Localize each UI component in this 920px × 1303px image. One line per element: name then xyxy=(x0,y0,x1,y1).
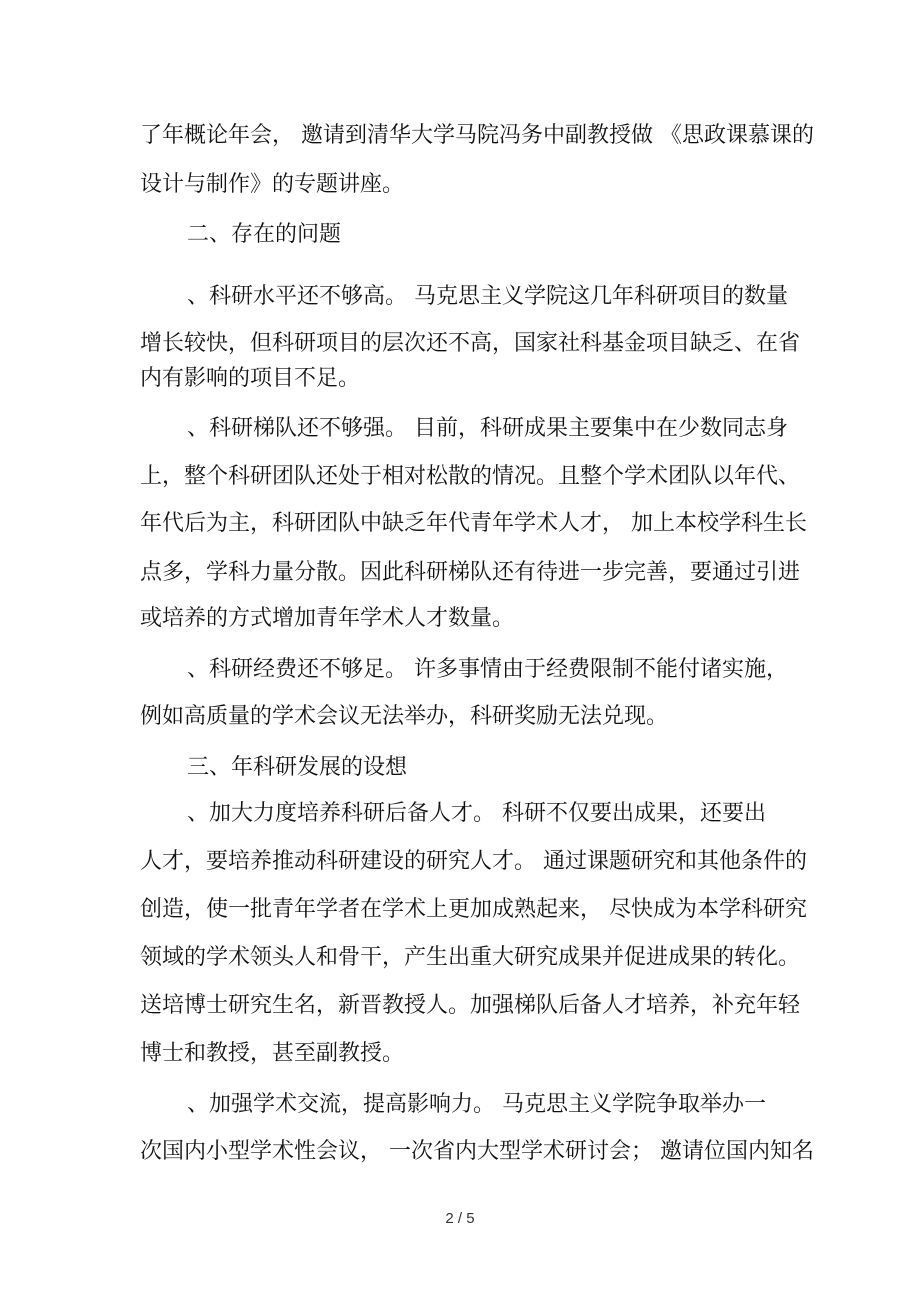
page-number: 2 / 5 xyxy=(445,1210,475,1227)
text-line: 例如高质量的学术会议无法举办，科研奖励无法兑现。 xyxy=(140,704,669,729)
text-line: 增长较快，但科研项目的层次还不高，国家社科基金项目缺乏、在省 xyxy=(140,331,801,356)
text-line: 点多，学科力量分散。因此科研梯队还有待进一步完善，要通过引进 xyxy=(140,560,801,585)
text-line: 博士和教授，甚至副教授。 xyxy=(140,1041,405,1066)
text-line: 人才，要培养推动科研建设的研究人才。 通过课题研究和其他条件的 xyxy=(140,849,807,874)
section-heading: 三、年科研发展的设想 xyxy=(187,755,408,780)
text-line: 、加强学术交流，提高影响力。 马克思主义学院争取举办一 xyxy=(187,1092,766,1117)
section-heading: 二、存在的问题 xyxy=(187,222,342,247)
text-line: 送培博士研究生名，新晋教授人。加强梯队后备人才培养，补充年轻 xyxy=(140,993,801,1018)
text-line: 内有影响的项目不足。 xyxy=(140,366,361,391)
text-line: 、科研梯队还不够强。 目前，科研成果主要集中在少数同志身 xyxy=(187,416,788,441)
text-line: 、加大力度培养科研后备人才。 科研不仅要出成果，还要出 xyxy=(187,801,766,826)
text-line: 上，整个科研团队还处于相对松散的情况。且整个学术团队以年代、 xyxy=(140,464,801,489)
text-line: 了年概论年会， 邀请到清华大学马院冯务中副教授做 《思政课慕课的 xyxy=(140,123,814,148)
text-line: 、科研水平还不够高。 马克思主义学院这几年科研项目的数量 xyxy=(187,284,788,309)
text-line: 创造，使一批青年学者在学术上更加成熟起来， 尽快成为本学科研究 xyxy=(140,897,807,922)
text-line: 领域的学术领头人和骨干，产生出重大研究成果并促进成果的转化。 xyxy=(140,945,801,970)
text-line: 或培养的方式增加青年学术人才数量。 xyxy=(140,606,515,631)
text-line: 次国内小型学术性会议， 一次省内大型学术研讨会； 邀请位国内知名 xyxy=(140,1139,814,1164)
text-line: 年代后为主，科研团队中缺乏年代青年学术人才， 加上本校学科生长 xyxy=(140,511,807,536)
text-line: 设计与制作》的专题讲座。 xyxy=(140,172,405,197)
text-line: 、科研经费还不够足。 许多事情由于经费限制不能付诸实施， xyxy=(187,657,788,682)
